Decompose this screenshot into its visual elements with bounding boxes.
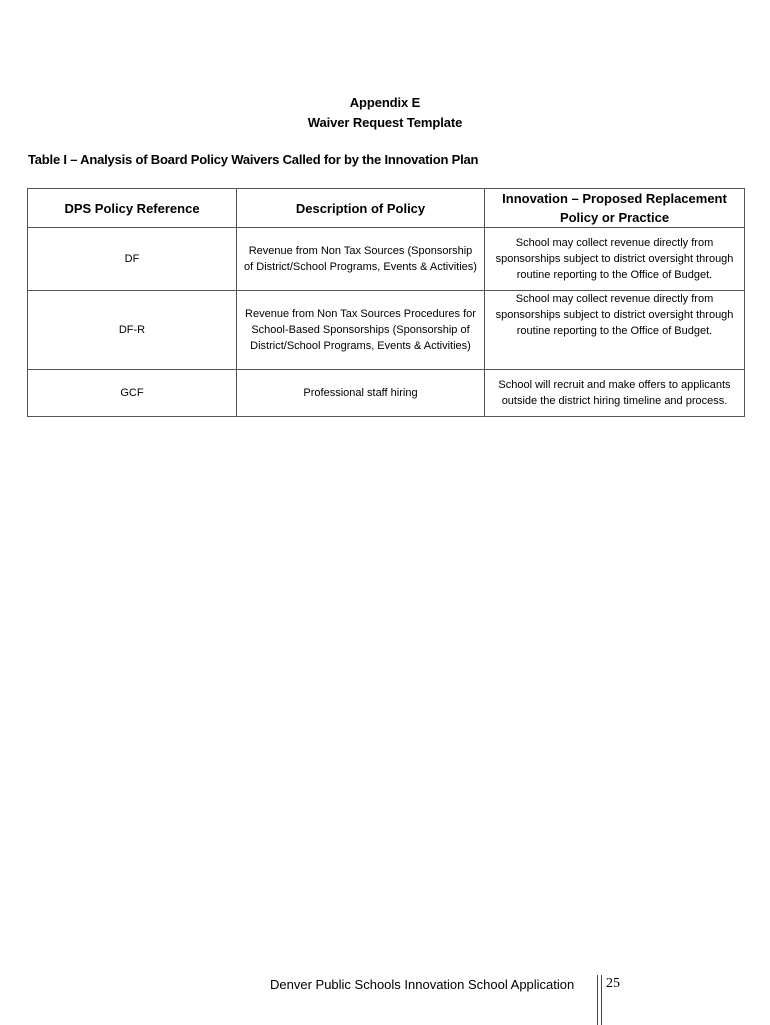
- policy-reference-cell: DF-R: [28, 291, 237, 370]
- policy-reference-cell: GCF: [28, 370, 237, 417]
- footer-text: Denver Public Schools Innovation School Application: [270, 977, 575, 992]
- replacement-policy-cell: School will recruit and make offers to applicants outside the district hiring timeline and process.: [485, 370, 745, 417]
- policy-description-cell: Revenue from Non Tax Sources Procedures for School-Based Sponsorships (Sponsorship of District/School Programs, Events & Activities): [237, 291, 485, 370]
- page-number: 25: [606, 976, 620, 991]
- replacement-policy-cell: School may collect revenue directly from sponsorships subject to district oversight through routine reporting to the Office of Budget.: [485, 228, 745, 291]
- page-footer: [270, 976, 620, 992]
- policy-description-cell: Professional staff hiring: [237, 370, 485, 417]
- appendix-title: Appendix E: [349, 95, 421, 110]
- policy-description-cell: Revenue from Non Tax Sources (Sponsorship of District/School Programs, Events & Activities): [237, 228, 485, 291]
- header-policy-description: Description of Policy: [237, 189, 485, 228]
- header-policy-reference: DPS Policy Reference: [28, 189, 237, 228]
- waiver-table: [27, 188, 745, 417]
- table-title: Table I – Analysis of Board Policy Waivers Called for by the Innovation Plan: [28, 152, 479, 167]
- table-header-row: [28, 189, 745, 228]
- replacement-policy-cell: School may collect revenue directly from sponsorships subject to district oversight through routine reporting to the Office of Budget.: [485, 291, 745, 370]
- table-row: [28, 228, 745, 291]
- table-row: [28, 291, 745, 370]
- document-subtitle: Waiver Request Template: [307, 115, 463, 130]
- header-replacement-policy: Innovation – Proposed Replacement Policy or Practice: [485, 189, 745, 228]
- footer-divider: [597, 975, 602, 1025]
- table-row: [28, 370, 745, 417]
- policy-reference-cell: DF: [28, 228, 237, 291]
